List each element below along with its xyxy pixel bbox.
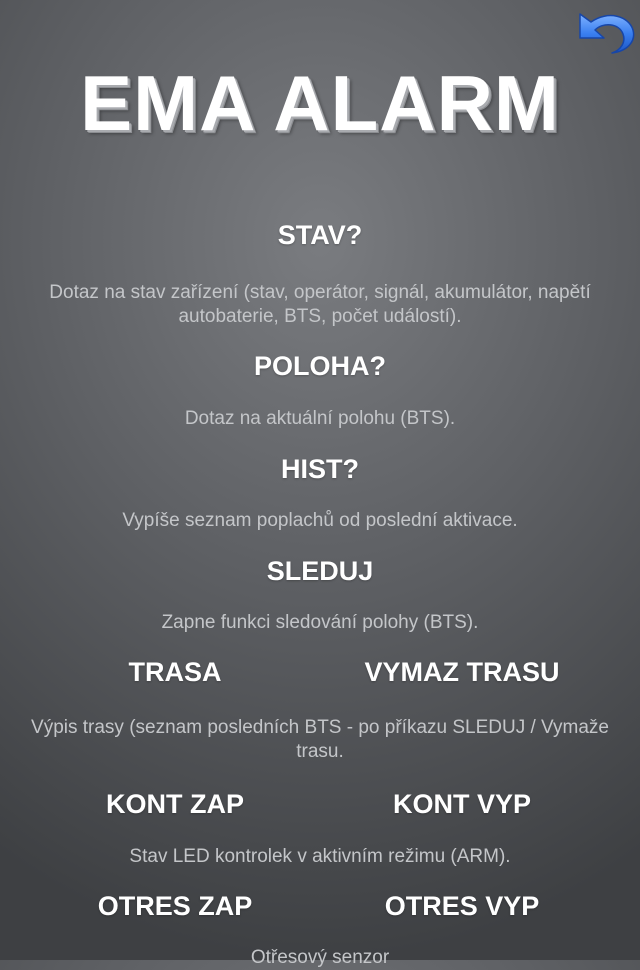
otres-vyp-command-button[interactable]: OTRES VYP [384,891,540,921]
trasa-command-button[interactable]: TRASA [128,657,222,687]
kont-vyp-command-button[interactable]: KONT VYP [392,789,532,819]
kont-description: Stav LED kontrolek v aktivním režimu (ARM). [129,846,511,867]
undo-arrow-icon [576,8,638,58]
otres-zap-command-button[interactable]: OTRES ZAP [97,891,253,921]
sleduj-command-button[interactable]: SLEDUJ [266,556,374,586]
kont-zap-command-button[interactable]: KONT ZAP [106,789,244,819]
trasa-description: Výpis trasy (seznam posledních BTS - po příkazu SLEDUJ / Vymaže trasu. [31,717,609,762]
back-button[interactable] [576,8,638,58]
hist-description: Vypíše seznam poplachů od poslední aktivace. [122,510,518,531]
stav-description: Dotaz na stav zařízení (stav, operátor, signál, akumulátor, napětí autobaterie, BTS, počet událostí). [49,282,591,327]
page-title: EMA ALARM [80,59,560,147]
vymaz-trasu-command-button[interactable]: VYMAZ TRASU [364,657,560,687]
hist-command-button[interactable]: HIST? [281,454,359,484]
sleduj-description: Zapne funkci sledování polohy (BTS). [161,612,479,633]
poloha-command-button[interactable]: POLOHA? [254,351,386,381]
otres-description: Otřesový senzor [250,947,390,968]
stav-command-button[interactable]: STAV? [277,220,363,250]
poloha-description: Dotaz na aktuální polohu (BTS). [184,408,456,429]
